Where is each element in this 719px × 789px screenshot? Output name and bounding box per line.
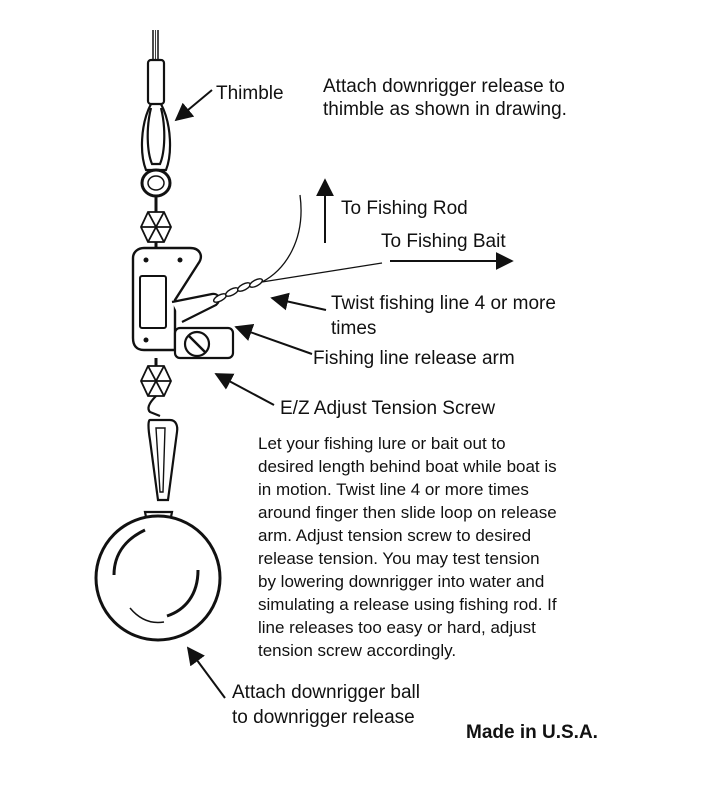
instruction-line: by lowering downrigger into water and bbox=[258, 572, 545, 591]
tension-screw-icon bbox=[185, 332, 209, 356]
made-in-usa-label: Made in U.S.A. bbox=[466, 722, 598, 743]
attach-release-line1: Attach downrigger release to bbox=[323, 76, 565, 97]
instruction-line: line releases too easy or hard, adjust bbox=[258, 618, 536, 637]
fishing-line-rod bbox=[262, 195, 301, 282]
lower-swivel-icon bbox=[141, 358, 171, 396]
crimp-sleeve bbox=[148, 60, 164, 104]
to-fishing-rod-label: To Fishing Rod bbox=[341, 198, 468, 219]
snap-icon bbox=[148, 396, 177, 500]
split-ring-icon bbox=[142, 170, 170, 196]
attach-ball-line2: to downrigger release bbox=[232, 707, 415, 728]
instruction-line: arm. Adjust tension screw to desired bbox=[258, 526, 532, 545]
tension-screw-label: E/Z Adjust Tension Screw bbox=[280, 398, 496, 419]
twist-line-label-2: times bbox=[331, 318, 377, 339]
attach-release-line2: thimble as shown in drawing. bbox=[323, 99, 567, 120]
instruction-line: release tension. You may test tension bbox=[258, 549, 540, 568]
instruction-line: desired length behind boat while boat is bbox=[258, 457, 557, 476]
ball-arrow-icon bbox=[188, 648, 225, 698]
twist-arrow-icon bbox=[272, 298, 326, 310]
release-arm-arrow-icon bbox=[236, 327, 312, 354]
twist-line-label-1: Twist fishing line 4 or more bbox=[331, 293, 556, 314]
fishing-line-bait bbox=[262, 263, 382, 282]
twisted-line-icon bbox=[212, 277, 263, 304]
tension-screw-arrow-icon bbox=[216, 374, 274, 405]
upper-swivel-icon bbox=[141, 196, 171, 250]
attach-ball-line1: Attach downrigger ball bbox=[232, 682, 420, 703]
instruction-line: simulating a release using fishing rod. If bbox=[258, 595, 557, 614]
thimble-label: Thimble bbox=[216, 83, 284, 104]
instructions-paragraph bbox=[258, 432, 557, 662]
thimble-icon bbox=[142, 104, 170, 170]
instruction-line: around finger then slide loop on release bbox=[258, 503, 557, 522]
instruction-line: tension screw accordingly. bbox=[258, 641, 457, 660]
thimble-arrow-icon bbox=[176, 90, 212, 120]
downrigger-ball-icon bbox=[96, 512, 220, 640]
instruction-line: Let your fishing lure or bait out to bbox=[258, 434, 506, 453]
to-fishing-bait-label: To Fishing Bait bbox=[381, 231, 506, 252]
release-arm-label: Fishing line release arm bbox=[313, 348, 515, 369]
instruction-line: in motion. Twist line 4 or more times bbox=[258, 480, 529, 499]
